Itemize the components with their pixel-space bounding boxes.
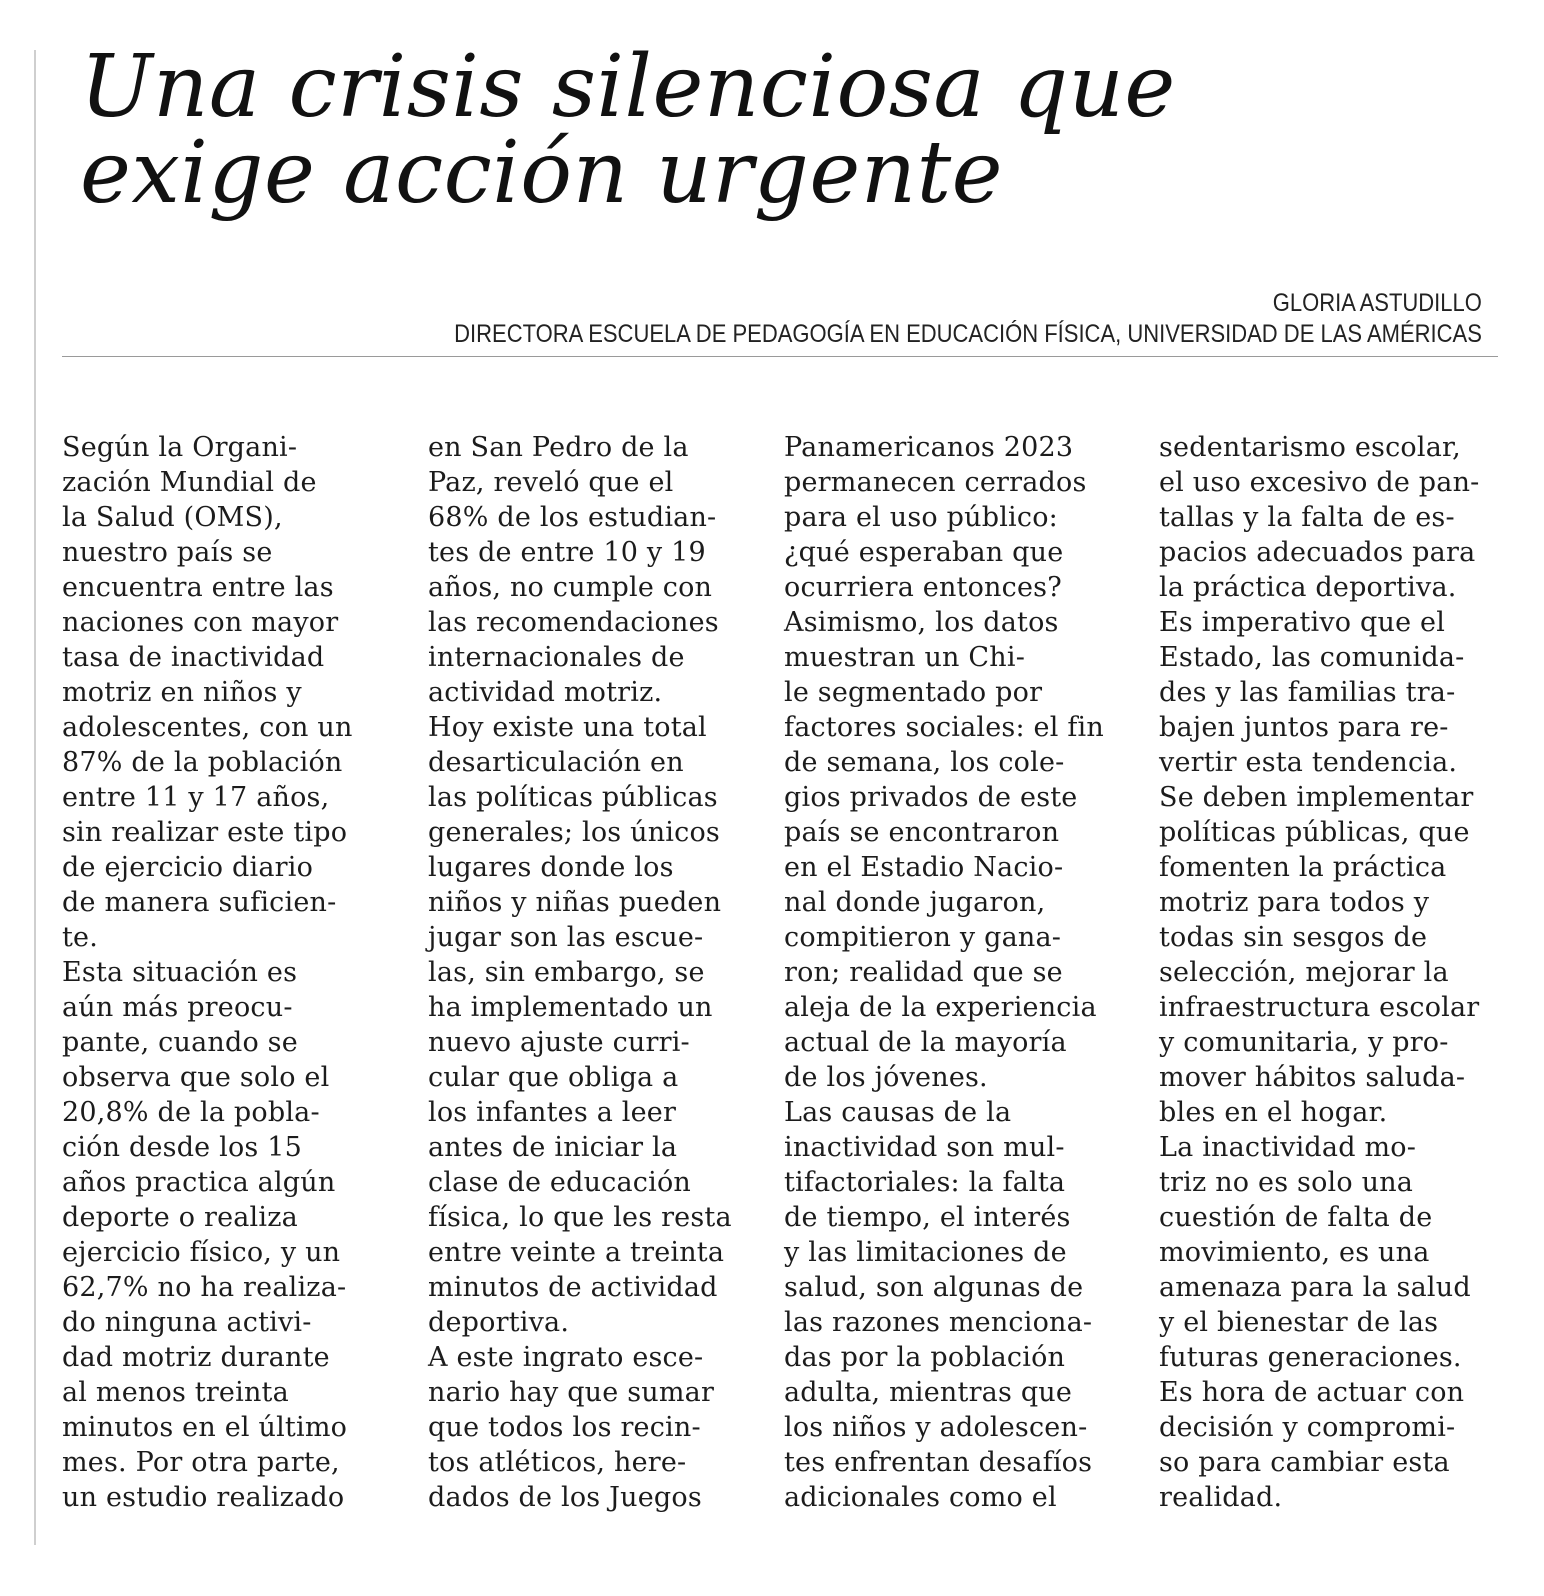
body-text-line: infraestructura escolar xyxy=(1159,992,1480,1023)
body-text-line: las, sin embargo, se xyxy=(428,957,705,988)
body-text-line: deportiva. xyxy=(428,1307,570,1338)
body-text-line: las políticas públicas xyxy=(428,782,718,813)
body-text-line: ejercicio físico, y un xyxy=(62,1237,341,1268)
body-text-line: das por la población xyxy=(784,1342,1066,1373)
body-text-line: las razones menciona- xyxy=(784,1307,1093,1338)
body-text-line: compitieron y gana- xyxy=(784,922,1062,953)
body-text-line: años, no cumple con xyxy=(428,572,713,603)
body-text-line: muestran un Chi- xyxy=(784,642,1026,673)
body-text-line: mover hábitos saluda- xyxy=(1159,1062,1466,1093)
author-name: GLORIA ASTUDILLO xyxy=(1272,289,1482,317)
body-text-line: de manera suficien- xyxy=(62,887,337,918)
body-text-line: vertir esta tendencia. xyxy=(1159,747,1458,778)
body-text-line: realidad. xyxy=(1159,1482,1283,1513)
body-text-line: políticas públicas, que xyxy=(1159,817,1470,848)
headline-line-2: exige acción urgente xyxy=(80,123,1004,223)
body-text-line: minutos de actividad xyxy=(428,1272,718,1303)
body-column-4 xyxy=(1159,430,1489,1515)
body-text-line: al menos treinta xyxy=(62,1377,289,1408)
body-text-line: sin realizar este tipo xyxy=(62,817,348,848)
body-text-line: motriz en niños y xyxy=(62,677,302,708)
body-text-line: que todos los recin- xyxy=(428,1412,701,1443)
body-text-line: cular que obliga a xyxy=(428,1062,679,1093)
body-text-line: ocurriera entonces? xyxy=(784,572,1062,603)
body-text-line: antes de iniciar la xyxy=(428,1132,678,1163)
body-text-line: bles en el hogar. xyxy=(1159,1097,1388,1128)
body-text-line: la práctica deportiva. xyxy=(1159,572,1457,603)
body-text-line: desarticulación en xyxy=(428,747,684,778)
body-column-3 xyxy=(784,430,1114,1515)
body-text-line: de los jóvenes. xyxy=(784,1062,988,1093)
article-body xyxy=(62,430,1502,1540)
body-text-line: pacios adecuados para xyxy=(1159,537,1476,568)
body-text-line: y las limitaciones de xyxy=(784,1237,1067,1268)
body-text-line: observa que solo el xyxy=(62,1062,330,1093)
body-text-line: tasa de inactividad xyxy=(62,642,325,673)
body-text-line: actual de la mayoría xyxy=(784,1027,1067,1058)
headline-line-1: Una crisis silenciosa que xyxy=(80,37,1176,137)
body-text-line: so para cambiar esta xyxy=(1159,1447,1450,1478)
body-text-line: des y las familias tra- xyxy=(1159,677,1456,708)
body-text-line: amenaza para la salud xyxy=(1159,1272,1471,1303)
body-text-line: ¿qué esperaban que xyxy=(784,537,1064,568)
body-text-line: tes enfrentan desafíos xyxy=(784,1447,1093,1478)
body-text-line: tes de entre 10 y 19 xyxy=(428,537,706,568)
body-text-line: la Salud (OMS), xyxy=(62,502,283,533)
body-text-line: de ejercicio diario xyxy=(62,852,314,883)
body-text-line: naciones con mayor xyxy=(62,607,339,638)
body-text-line: Esta situación es xyxy=(62,957,298,988)
body-text-line: Paz, reveló que el xyxy=(428,467,674,498)
body-text-line: te. xyxy=(62,922,99,953)
body-text-line: mes. Por otra parte, xyxy=(62,1447,340,1478)
body-text-line: ha implementado un xyxy=(428,992,713,1023)
body-text-line: nario hay que sumar xyxy=(428,1377,715,1408)
author-title: DIRECTORA ESCUELA DE PEDAGOGÍA EN EDUCACIÓN FÍSICA, UNIVERSIDAD DE LAS AMÉRICAS xyxy=(454,320,1482,348)
body-text-line: 20,8% de la pobla- xyxy=(62,1097,320,1128)
body-column-1 xyxy=(62,430,392,1515)
body-text-line: Asimismo, los datos xyxy=(784,607,1059,638)
body-text-line: futuras generaciones. xyxy=(1159,1342,1462,1373)
body-text-line: do ninguna activi- xyxy=(62,1307,312,1338)
body-text-line: fomenten la práctica xyxy=(1159,852,1447,883)
body-text-line: nuestro país se xyxy=(62,537,273,568)
body-text-line: las recomendaciones xyxy=(428,607,719,638)
body-text-line: deporte o realiza xyxy=(62,1202,298,1233)
byline xyxy=(454,288,1482,350)
body-text-line: aleja de la experiencia xyxy=(784,992,1097,1023)
body-text-line: movimiento, es una xyxy=(1159,1237,1430,1268)
body-text-line: pante, cuando se xyxy=(62,1027,298,1058)
body-text-line: ron; realidad que se xyxy=(784,957,1063,988)
body-text-line: Según la Organi- xyxy=(62,432,298,463)
body-text-line: Hoy existe una total xyxy=(428,712,707,743)
body-text-line: nuevo ajuste curri- xyxy=(428,1027,690,1058)
body-text-line: lugares donde los xyxy=(428,852,674,883)
body-text-line: los niños y adolescen- xyxy=(784,1412,1088,1443)
body-text-line: Es imperativo que el xyxy=(1159,607,1446,638)
body-text-line: bajen juntos para re- xyxy=(1159,712,1449,743)
body-text-line: triz no es solo una xyxy=(1159,1167,1414,1198)
body-text-line: de semana, los cole- xyxy=(784,747,1065,778)
body-text-line: Las causas de la xyxy=(784,1097,1012,1128)
body-text-line: permanecen cerrados xyxy=(784,467,1087,498)
body-text-line: tallas y la falta de es- xyxy=(1159,502,1455,533)
body-text-line: un estudio realizado xyxy=(62,1482,345,1513)
body-text-line: cuestión de falta de xyxy=(1159,1202,1433,1233)
body-text-line: para el uso público: xyxy=(784,502,1058,533)
body-text-line: los infantes a leer xyxy=(428,1097,677,1128)
body-text-line: dados de los Juegos xyxy=(428,1482,702,1513)
body-text-line: 62,7% no ha realiza- xyxy=(62,1272,347,1303)
body-text-line: entre veinte a treinta xyxy=(428,1237,725,1268)
body-text-line: zación Mundial de xyxy=(62,467,317,498)
body-column-2 xyxy=(428,430,758,1515)
body-text-line: decisión y compromi- xyxy=(1159,1412,1456,1443)
body-text-line: aún más preocu- xyxy=(62,992,293,1023)
body-text-line: adolescentes, con un xyxy=(62,712,353,743)
body-text-line: clase de educación xyxy=(428,1167,691,1198)
body-text-line: minutos en el último xyxy=(62,1412,348,1443)
body-text-line: Se deben implementar xyxy=(1159,782,1474,813)
body-text-line: entre 11 y 17 años, xyxy=(62,782,330,813)
body-text-line: jugar son las escue- xyxy=(428,922,704,953)
body-text-line: le segmentado por xyxy=(784,677,1043,708)
body-text-line: actividad motriz. xyxy=(428,677,663,708)
body-text-line: Estado, las comunida- xyxy=(1159,642,1465,673)
body-text-line: generales; los únicos xyxy=(428,817,720,848)
body-text-line: el uso excesivo de pan- xyxy=(1159,467,1480,498)
body-text-line: Panamericanos 2023 xyxy=(784,432,1074,463)
headline xyxy=(80,37,1380,223)
body-text-line: física, lo que les resta xyxy=(428,1202,732,1233)
body-text-line: selección, mejorar la xyxy=(1159,957,1449,988)
body-text-line: La inactividad mo- xyxy=(1159,1132,1417,1163)
body-text-line: internacionales de xyxy=(428,642,685,673)
body-text-line: adulta, mientras que xyxy=(784,1377,1073,1408)
body-text-line: inactividad son mul- xyxy=(784,1132,1065,1163)
body-text-line: sedentarismo escolar, xyxy=(1159,432,1461,463)
body-text-line: nal donde jugaron, xyxy=(784,887,1046,918)
body-text-line: en el Estadio Nacio- xyxy=(784,852,1064,883)
body-text-line: ción desde los 15 xyxy=(62,1132,303,1163)
body-text-line: niños y niñas pueden xyxy=(428,887,722,918)
body-text-line: 68% de los estudian- xyxy=(428,502,717,533)
byline-divider xyxy=(62,356,1498,357)
body-text-line: salud, son algunas de xyxy=(784,1272,1084,1303)
left-margin-rule xyxy=(34,50,36,1545)
body-text-line: años practica algún xyxy=(62,1167,336,1198)
body-text-line: y comunitaria, y pro- xyxy=(1159,1027,1449,1058)
body-text-line: de tiempo, el interés xyxy=(784,1202,1071,1233)
body-text-line: país se encontraron xyxy=(784,817,1060,848)
body-text-line: dad motriz durante xyxy=(62,1342,330,1373)
body-text-line: gios privados de este xyxy=(784,782,1078,813)
body-text-line: todas sin sesgos de xyxy=(1159,922,1428,953)
body-text-line: A este ingrato esce- xyxy=(428,1342,704,1373)
body-text-line: adicionales como el xyxy=(784,1482,1057,1513)
body-text-line: Es hora de actuar con xyxy=(1159,1377,1465,1408)
body-text-line: motriz para todos y xyxy=(1159,887,1430,918)
body-text-line: y el bienestar de las xyxy=(1159,1307,1439,1338)
body-text-line: tos atléticos, here- xyxy=(428,1447,687,1478)
body-text-line: tifactoriales: la falta xyxy=(784,1167,1066,1198)
body-text-line: factores sociales: el fin xyxy=(784,712,1104,743)
body-text-line: encuentra entre las xyxy=(62,572,334,603)
body-text-line: 87% de la población xyxy=(62,747,343,778)
body-text-line: en San Pedro de la xyxy=(428,432,689,463)
